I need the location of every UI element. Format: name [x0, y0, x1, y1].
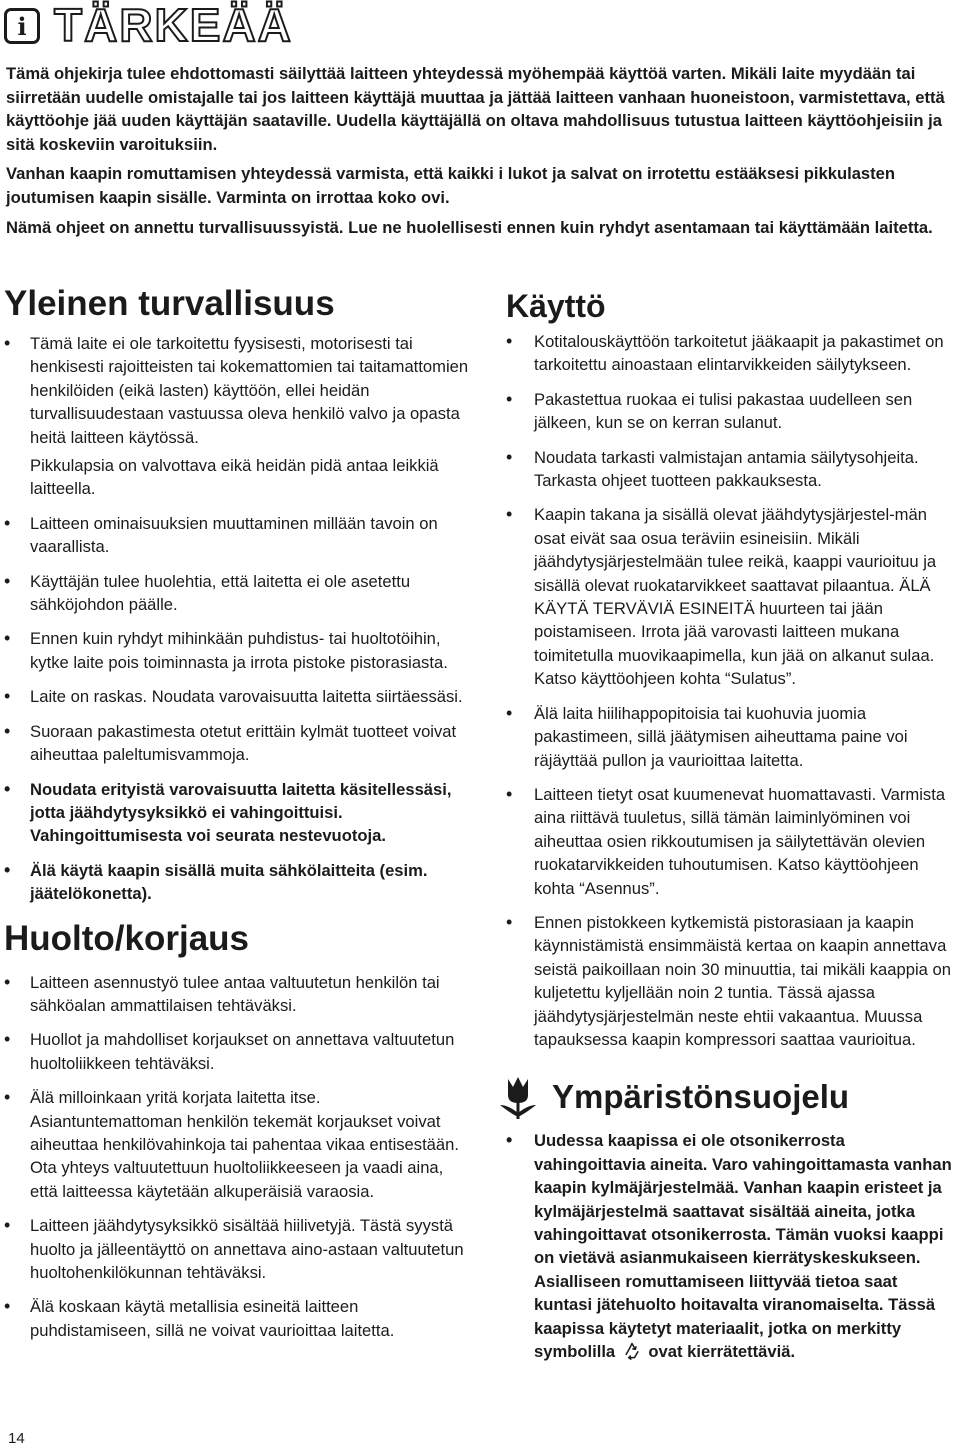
right-column: [506, 288, 958, 1374]
list-item: • Älä käytä kaapin sisällä muita sähkölaitteita (esim. jäätelökonetta).: [4, 859, 472, 906]
section-heading-service: Huolto/korjaus: [4, 918, 250, 958]
list-item: • Älä koskaan käytä metallisia esineitä laitteen puhdistamiseen, sillä ne voivat vaurioittaa laitetta.: [4, 1295, 472, 1342]
info-icon-glyph: i: [17, 11, 27, 41]
info-icon: [4, 8, 40, 44]
environment-text-end: ovat kierrätettäviä.: [648, 1342, 796, 1362]
list-item: • Älä laita hiilihappopitoisia tai kuohuvia juomia pakastimeen, sillä jäätymisen aiheuttama paine voi räjäyttää pullon ja vaurioittaa laitetta.: [506, 702, 958, 772]
left-column: [4, 282, 472, 1353]
safety-list: [4, 332, 472, 906]
intro-paragraph-1: Tämä ohjekirja tulee ehdottomasti säilyttää laitteen yhteydessä myöhempää käyttöä varten. Mikäli laite myydään tai siirretään uudelle omistajalle tai jos laitteen käyttäjä muuttaa ja jättää laitteen vanhaan huoneistoon, varmistettava, että käyttöohje jää uuden käyttäjän saataville. Uudella käyttäjällä on oltava mahdollisuus tutustua laitteen käyttöohjeisiin ja sitä koskeviin varoituksiin.: [6, 64, 945, 154]
list-item: • Laite on raskas. Noudata varovaisuutta laitetta siirtäessäsi.: [4, 685, 472, 708]
list-item: • Laitteen jäähdytysyksikkö sisältää hiilivetyjä. Tästä syystä huolto ja jälleentäyttö on annettava aino-astaan valtuutetun huoltohenkilökunnan tehtäväksi.: [4, 1214, 472, 1284]
service-list: [4, 971, 472, 1343]
intro-paragraph-2: Vanhan kaapin romuttamisen yhteydessä varmista, että kaikki i lukot ja salvat on irrotettu estääksesi pikkulasten joutumisen kaapin sisälle. Varminta on irrottaa koko ovi.: [6, 164, 896, 207]
list-item: • Laitteen ominaisuuksien muuttaminen millään tavoin on vaarallista.: [4, 512, 472, 559]
page-title: TÄRKEÄÄ: [54, 0, 293, 51]
list-item: [506, 1129, 958, 1363]
list-item: • Älä milloinkaan yritä korjata laitetta itse. Asiantuntemattoman henkilön tekemät korjaukset voivat aiheuttaa henkilövahinkoja tai pahentaa vikaa entisestään. Ota yhteys valtuutettuun huoltoliikkeeseen ja vaadi aina, että laitteessa käytetään alkuperäisiä varaosia.: [4, 1086, 472, 1203]
list-item: Pikkulapsia on valvottava eikä heidän pidä antaa leikkiä laitteella.: [30, 456, 439, 499]
list-item: • Käyttäjän tulee huolehtia, että laitetta ei ole asetettu sähköjohdon päälle.: [4, 570, 472, 617]
section-heading-use: Käyttö: [506, 288, 606, 324]
list-item: • Kotitalouskäyttöön tarkoitetut jääkaapit ja pakastimet on tarkoitettu ainoastaan elintarvikkeiden säilytykseen.: [506, 330, 958, 377]
use-list: [506, 330, 958, 1051]
environment-header: [494, 1073, 958, 1121]
environment-list: [506, 1129, 958, 1363]
intro-paragraph-3: Nämä ohjeet on annettu turvallisuussyistä. Lue ne huolellisesti ennen kuin ryhdyt asentamaan tai käyttämään laitetta.: [6, 217, 933, 237]
section-heading-environment: Ympäristönsuojelu: [552, 1078, 850, 1116]
section-heading-general-safety: Yleinen turvallisuus: [4, 284, 335, 323]
list-item: • Laitteen asennustyö tulee antaa valtuutetun henkilön tai sähköalan ammattilaisen tehtäväksi.: [4, 971, 472, 1018]
environment-text: Uudessa kaapissa ei ole otsonikerrosta vahingoittavia aineita. Varo vahingoittamasta vanhan kaapin kylmäjärjestelmää. Vanhan kaapin eristeet ja kylmäjärjestelmä saattavat sisältää aineita, jotka vahingoittavat otsonikerrosta. Tämän vuoksi kaappi on vietävä asianmukaiseen kierrätyskeskukseen. Asialliseen romuttamiseen liittyvää tietoa saat kuntasi jätehuolto hoitavalta viranomaiselta. Tässä kaapissa käytetyt materiaalit, jotka on merkitty symbolilla: [534, 1131, 952, 1362]
list-item: • Ennen kuin ryhdyt mihinkään puhdistus- tai huoltotöihin, kytke laite pois toiminnasta ja irrota pistoke pistorasiasta.: [4, 627, 472, 674]
recycle-icon: [622, 1341, 642, 1361]
list-item: • Suoraan pakastimesta otetut erittäin kylmät tuotteet voivat aiheuttaa paleltumisvammoja.: [4, 720, 472, 767]
list-item: • Pakastettua ruokaa ei tulisi pakastaa uudelleen sen jälkeen, kun se on kerran sulanut.: [506, 388, 958, 435]
list-item: • Kaapin takana ja sisällä olevat jäähdytysjärjestel-män osat eivät saa osua teräviin esineisiin. Mikäli jäähdytysjärjestelmään tulee reikä, kaappi vaurioituu ja sisällä olevat ruokatarvikkeet saattavat pilaantua. ÄLÄ KÄYTÄ TERVÄVIÄ ESINEITÄ huurteen tai jään poistamiseen. Irrota jää varovasti laitteen mukana toimitetulla muovikaapimella, kun jää on alkanut sulaa. Katso käyttöohjeen kohta “Sulatus”.: [506, 503, 958, 690]
page-header: [4, 0, 293, 50]
list-item: • Noudata erityistä varovaisuutta laitetta käsitellessäsi, jotta jäähdytysyksikkö ei vahingoittuisi. Vahingoittumisesta voi seurata nestevuotoja.: [4, 778, 472, 848]
list-item: • Laitteen tietyt osat kuumenevat huomattavasti. Varmista aina riittävä tuuletus, sillä tämän laiminlyöminen voi aiheuttaa osien rikkoutumisen ja säilytettävän olevien ruokatarvikkeiden tuhoutumisen. Katso käyttöohjeen kohta “Asennus”.: [506, 783, 958, 900]
list-item: • Noudata tarkasti valmistajan antamia säilytysohjeita. Tarkasta ohjeet tuotteen pakkauksesta.: [506, 446, 958, 493]
page-number: 14: [8, 1430, 25, 1447]
flower-icon: [494, 1073, 542, 1121]
list-item: • Ennen pistokkeen kytkemistä pistorasiaan ja kaapin käynnistämistä ensimmäistä kertaa on kaapin annettava seistä paikoillaan noin 30 minuuttia, tai mikäli kaappia on kuljetettu kyljellään noin 2 tuntia. Tässä ajassa jäähdytysjärjestelmän neste ehtii vakaantua. Muussa tapauksessa kaapin kompressori saattaa vaurioitua.: [506, 911, 958, 1051]
intro-section: [6, 62, 952, 245]
list-item: • Huollot ja mahdolliset korjaukset on annettava valtuutetun huoltoliikkeen tehtäväksi.: [4, 1028, 472, 1075]
list-item: • Tämä laite ei ole tarkoitettu fyysisesti, motorisesti tai henkisesti rajoitteisten tai kokemattomien tai taitamattomien henkilöiden (eikä lasten) käyttöön, ellei heidän turvallisuudestaan vastuussa oleva henkilö valvo ja opasta heitä laitteen käytössä.: [4, 332, 472, 449]
